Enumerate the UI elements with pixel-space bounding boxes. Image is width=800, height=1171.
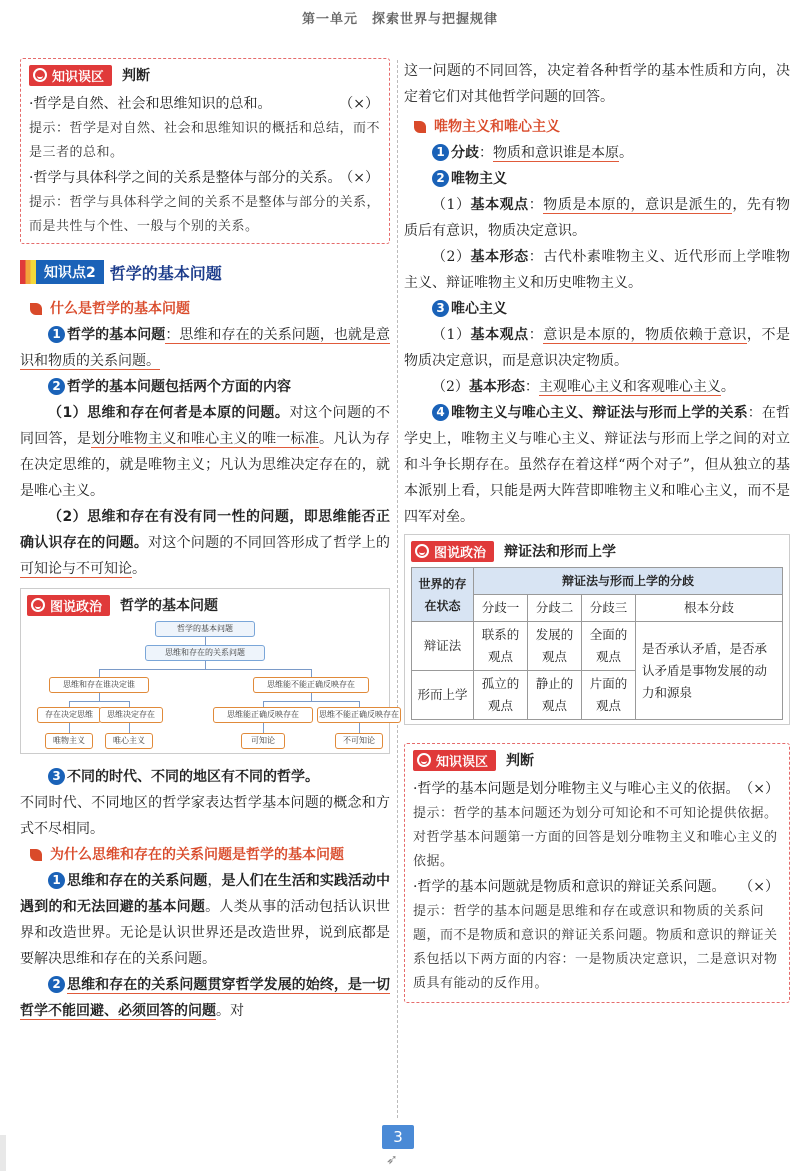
wrong-mark: （×） (739, 781, 779, 797)
section-title: 哲学的基本问题 (109, 263, 222, 283)
misconception-title: 判断 (122, 68, 151, 84)
paragraph: 2 唯物主义 (404, 166, 790, 192)
smile-icon (31, 598, 45, 612)
question-1: ·哲学的基本问题是划分唯物主义与唯心主义的依据。 （×） (413, 776, 781, 802)
smile-icon (417, 753, 431, 767)
paragraph: 1 分歧：物质和意识谁是本原。 (404, 140, 790, 166)
right-column (404, 58, 790, 1003)
col-header: 分歧二 (528, 595, 582, 622)
table-box (404, 534, 790, 725)
wrong-mark: （×） (739, 879, 779, 895)
table-cell: 全面的观点 (582, 622, 636, 671)
misconception-box-2 (404, 743, 790, 1003)
wrong-mark: （×） (339, 170, 379, 186)
smile-icon (415, 544, 429, 558)
col-header: 根本分歧 (636, 595, 783, 622)
paragraph: 2 哲学的基本问题包括两个方面的内容 (20, 374, 390, 400)
paragraph: （2）基本形态：古代朴素唯物主义、近代形而上学唯物主义、辩证唯物主义和历史唯物主义。 (404, 249, 790, 291)
smile-icon (33, 68, 47, 82)
node-unknowable: 不可知论 (335, 733, 383, 749)
node-b1: 思维能正确反映存在 (213, 707, 313, 723)
left-column (20, 58, 399, 1024)
table-cell: 孤立的观点 (474, 671, 528, 720)
paragraph: （1）基本观点：意识是本原的，物质依赖于意识，不是物质决定意识，而是意识决定物质。 (404, 327, 791, 369)
comparison-table (411, 567, 783, 720)
paragraph: （2）基本形态：主观唯心主义和客观唯心主义。 (432, 379, 735, 395)
node-b2: 思维不能正确反映存在 (317, 707, 401, 723)
misconception-tag: 知识误区 (29, 65, 112, 86)
subheading-2: 为什么思维和存在的关系问题是哲学的基本问题 (20, 842, 390, 868)
paragraph: 2 思维和存在的关系问题贯穿哲学发展的始终，是一切哲学不能回避、必须回答的问题。对 (20, 977, 390, 1019)
leaf-icon (30, 849, 42, 861)
col-header: 分歧三 (582, 595, 636, 622)
subheading-1: 什么是哲学的基本问题 (20, 296, 390, 322)
node-a: 思维和存在谁决定谁 (49, 677, 149, 693)
misconception-header (413, 748, 781, 772)
table-corner: 世界的存在状态 (412, 568, 474, 622)
misconception-header (29, 63, 381, 87)
question-2: ·哲学的基本问题就是物质和意识的辩证关系问题。 （×） (413, 874, 781, 900)
node-relation: 思维和存在的关系问题 (145, 645, 265, 661)
hint-1: 提示：哲学是对自然、社会和思维知识的概括和总结，而不是三者的总和。 (29, 121, 381, 160)
figure-box (20, 588, 399, 754)
figure-tag: 图说政治 (27, 595, 110, 616)
node-a2: 思维决定存在 (99, 707, 163, 723)
question-2: ·哲学与具体科学之间的关系是整体与部分的关系。 （×） (29, 165, 381, 191)
paragraph: 3 不同的时代、不同的地区有不同的哲学。 (20, 764, 390, 790)
bird-icon: ➶ (386, 1152, 398, 1168)
figure-title: 哲学的基本问题 (120, 598, 219, 614)
row-label: 形而上学 (412, 671, 474, 720)
misconception-box-1 (20, 58, 390, 244)
hint-2: 提示：哲学的基本问题是思维和存在或意识和物质的关系问题，而不是物质和意识的辩证关系问题。物质和意识的辩证关系包括以下两方面的内容：一是物质决定意识，二是意识对物质具有能动的反作用。 (413, 904, 778, 991)
section-tag: 知识点2 (36, 260, 104, 284)
node-idealism: 唯心主义 (105, 733, 153, 749)
paragraph: 1 思维和存在的关系问题，是人们在生活和实践活动中遇到的和无法回避的基本问题。人类从事的活动包括认识世界和改造世界。无论是认识世界还是改造世界，说到底都是要解决思维和存在的关系问题。 (20, 873, 391, 967)
color-bars-icon (20, 260, 36, 284)
edge-strip (0, 1135, 6, 1171)
row-label: 辩证法 (412, 622, 474, 671)
table-header (411, 539, 783, 563)
leaf-icon (30, 303, 42, 315)
paragraph: （1）基本观点：物质是本原的，意识是派生的，先有物质后有意识，物质决定意识。 (404, 197, 791, 239)
paragraph: （1）思维和存在何者是本原的问题。对这个问题的不同回答，是划分唯物主义和唯心主义的唯一标准。凡认为存在决定思维的，就是唯物主义；凡认为思维决定存在的，就是唯心主义。 (20, 405, 391, 499)
question-1: ·哲学是自然、社会和思维知识的总和。 （×） (29, 91, 381, 117)
misconception-tag: 知识误区 (413, 750, 496, 771)
leaf-icon (414, 121, 426, 133)
table-cell: 发展的观点 (528, 622, 582, 671)
node-a1: 存在决定思维 (37, 707, 101, 723)
table-title: 辩证法和形而上学 (504, 544, 617, 560)
paragraph: （2）思维和存在有没有同一性的问题，即思维能否正确认识存在的问题。对这个问题的不同回答形成了哲学上的可知论与不可知论。 (20, 509, 391, 577)
node-materialism: 唯物主义 (45, 733, 93, 749)
concept-diagram (27, 621, 399, 749)
table-tag: 图说政治 (411, 541, 494, 562)
hint-1: 提示：哲学的基本问题还为划分可知论和不可知论提供依据。对哲学基本问题第一方面的回答是划分唯物主义和唯心主义的依据。 (413, 806, 778, 869)
misconception-title: 判断 (506, 753, 535, 769)
paragraph: 1 哲学的基本问题：思维和存在的关系问题，也就是意识和物质的关系问题。 (20, 327, 391, 369)
paragraph: 4 唯物主义与唯心主义、辩证法与形而上学的关系：在哲学史上，唯物主义与唯心主义、辩证法与形而上学之间的对立和斗争长期存在。虽然存在着这样“两个对子”，但从独立的基本派别上看，只能是两大阵营即唯物主义和唯心主义，而不是四军对垒。 (404, 405, 790, 525)
figure-header (27, 593, 383, 617)
paragraph: 不同时代、不同地区的哲学家表达哲学基本问题的概念和方式不尽相同。 (20, 795, 390, 837)
table-cell: 联系的观点 (474, 622, 528, 671)
page-number: 3 (382, 1125, 414, 1149)
table-cell: 静止的观点 (528, 671, 582, 720)
node-b: 思维能不能正确反映存在 (253, 677, 369, 693)
paragraph: 这一问题的不同回答，决定着各种哲学的基本性质和方向，决定着它们对其他哲学问题的回答。 (404, 63, 790, 105)
section-header (20, 258, 390, 286)
running-head: 第一单元 探索世界与把握规律 (301, 12, 498, 27)
column-divider (397, 60, 398, 1118)
table-cell: 片面的观点 (582, 671, 636, 720)
root-divergence-cell: 是否承认矛盾，是否承认矛盾是事物发展的动力和源泉 (636, 622, 783, 720)
node-root: 哲学的基本问题 (155, 621, 255, 637)
table-top-header: 辩证法与形而上学的分歧 (474, 568, 783, 595)
paragraph: 3 唯心主义 (404, 296, 790, 322)
col-header: 分歧一 (474, 595, 528, 622)
subheading-3: 唯物主义和唯心主义 (404, 114, 790, 140)
node-knowable: 可知论 (241, 733, 285, 749)
wrong-mark: （×） (339, 96, 379, 112)
hint-2: 提示：哲学与具体科学之间的关系不是整体与部分的关系，而是共性与个性、一般与个别的关系。 (29, 195, 381, 234)
